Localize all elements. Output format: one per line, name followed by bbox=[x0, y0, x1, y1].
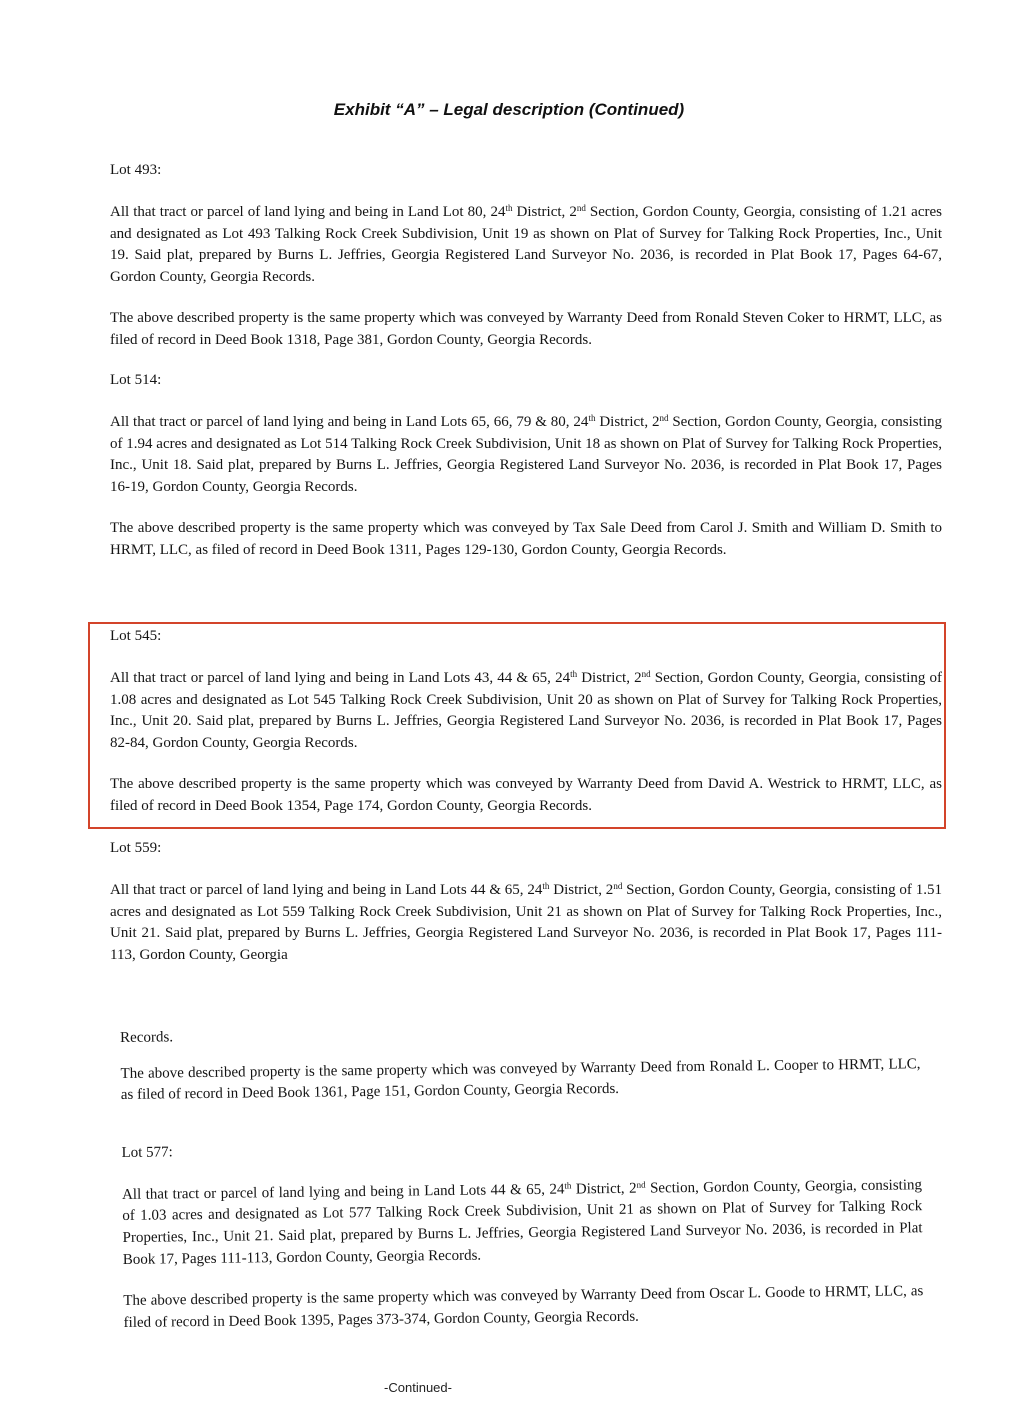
lot-description: All that tract or parcel of land lying and being in Land Lot 80, 24th District, 2nd Section, Gordon County, Georgia, consisting of 1.21 acres and designated as Lot 493 Talking Rock Creek Subdivision, Unit 19 as shown on Plat of Survey for Talking Rock Properties, Inc., Unit 19. Said plat, prepared by Burns L. Jeffries, Georgia Registered Land Surveyor No. 2036, is recorded in Plat Book 17, Pages 64-67, Gordon County, Georgia Records. bbox=[110, 203, 942, 285]
lot-559-section bbox=[110, 838, 942, 966]
lot-description: All that tract or parcel of land lying and being in Land Lots 65, 66, 79 & 80, 24th District, 2nd Section, Gordon County, Georgia, consisting of 1.94 acres and designated as Lot 514 Talking Rock Creek Subdivision, Unit 18 as shown on Plat of Survey for Talking Rock Properties, Inc., Unit 18. Said plat, prepared by Burns L. Jeffries, Georgia Registered Land Surveyor No. 2036, is recorded in Plat Book 17, Pages 16-19, Gordon County, Georgia Records. bbox=[110, 413, 942, 495]
lot-heading: Lot 577: bbox=[121, 1144, 173, 1161]
lot-description: All that tract or parcel of land lying and being in Land Lots 44 & 65, 24th District, 2nd Section, Gordon County, Georgia, consisting of 1.51 acres and designated as Lot 559 Talking Rock Creek Subdivision, Unit 21 as shown on Plat of Survey for Talking Rock Properties, Inc., Unit 21. Said plat, prepared by Burns L. Jeffries, Georgia Registered Land Surveyor No. 2036, is recorded in Plat Book 17, Pages 111-113, Gordon County, Georgia bbox=[110, 881, 942, 963]
continued-footer: -Continued- bbox=[384, 1380, 452, 1395]
lot-545-section bbox=[110, 626, 942, 818]
lot-493-section bbox=[110, 160, 942, 352]
lot-heading: Lot 514: bbox=[110, 372, 162, 388]
lot-heading: Lot 559: bbox=[110, 840, 162, 856]
lot-559-continuation: Records. bbox=[120, 1029, 174, 1046]
lot-description: All that tract or parcel of land lying and being in Land Lots 44 & 65, 24th District, 2nd Section, Gordon County, Georgia, consisting of 1.03 acres and designated as Lot 577 Talking Rock Creek Subdivision, Unit 21 as shown on Plat of Survey for Talking Rock Properties, Inc., Unit 21. Said plat, prepared by Burns L. Jeffries, Georgia Registered Land Surveyor No. 2036, is recorded in Plat Book 17, Pages 111-113, Gordon County, Georgia Records. bbox=[121, 1176, 923, 1268]
lower-scan-section bbox=[120, 1018, 924, 1334]
lot-conveyance: The above described property is the same property which was conveyed by Warranty Deed from David A. Westrick to HRMT, LLC, as filed of record in Deed Book 1354, Page 174, Gordon County, Georgia Records. bbox=[110, 776, 942, 814]
lot-conveyance: The above described property is the same property which was conveyed by Tax Sale Deed from Carol J. Smith and William D. Smith to HRMT, LLC, as filed of record in Deed Book 1311, Pages 129-130, Gordon County, Georgia Records. bbox=[110, 520, 942, 558]
lot-conveyance: The above described property is the same property which was conveyed by Warranty Deed from Ronald Steven Coker to HRMT, LLC, as filed of record in Deed Book 1318, Page 381, Gordon County, Georgia Records. bbox=[110, 310, 942, 348]
lot-heading: Lot 493: bbox=[110, 162, 162, 178]
lot-conveyance: The above described property is the same property which was conveyed by Warranty Deed from Oscar L. Goode to HRMT, LLC, as filed of record in Deed Book 1395, Pages 373-374, Gordon County, Georgia Records. bbox=[123, 1283, 924, 1331]
lot-577-section bbox=[121, 1133, 923, 1334]
exhibit-title: Exhibit “A” – Legal description (Continued) bbox=[333, 100, 685, 119]
lot-heading: Lot 545: bbox=[110, 628, 162, 644]
lot-559-conveyance: The above described property is the same property which was conveyed by Warranty Deed from Ronald L. Cooper to HRMT, LLC, as filed of record in Deed Book 1361, Page 151, Gordon County, Georgia Records. bbox=[120, 1055, 921, 1104]
lot-description: All that tract or parcel of land lying and being in Land Lots 43, 44 & 65, 24th District, 2nd Section, Gordon County, Georgia, consisting of 1.08 acres and designated as Lot 545 Talking Rock Creek Subdivision, Unit 20 as shown on Plat of Survey for Talking Rock Properties, Inc., Unit 20. Said plat, prepared by Burns L. Jeffries, Georgia Registered Land Surveyor No. 2036, is recorded in Plat Book 17, Pages 82-84, Gordon County, Georgia Records. bbox=[110, 669, 942, 751]
lot-514-section bbox=[110, 370, 942, 562]
